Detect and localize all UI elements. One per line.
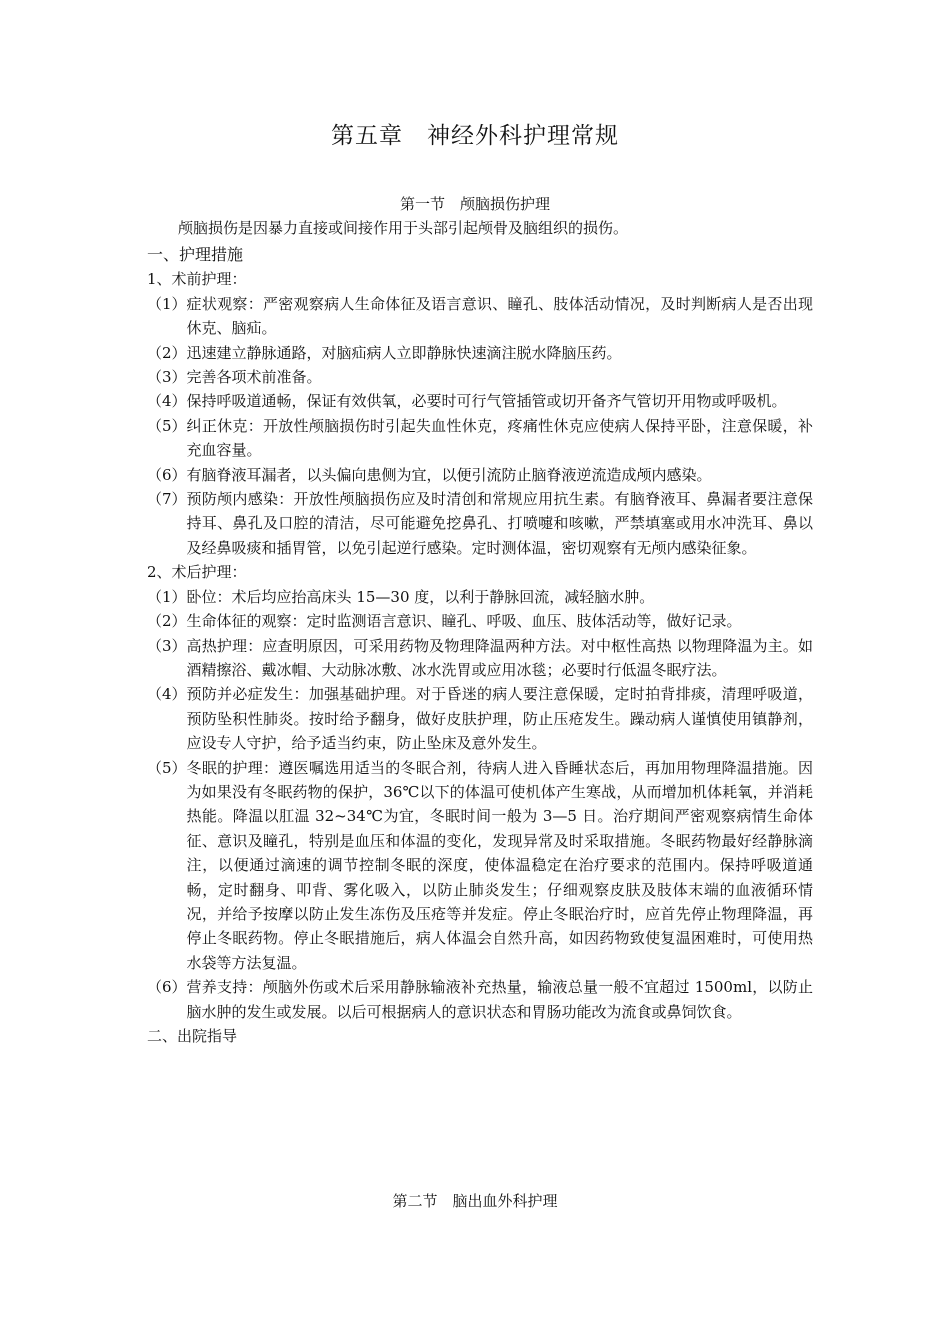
part1-heading: 一、护理措施 bbox=[147, 245, 244, 264]
item-text: 冬眠的护理：遵医嘱选用适当的冬眠合剂，待病人进入昏睡状态后，再加用物理降温措施。因为如果没有冬眠药物的保护，36℃以下的体温可使机体产生寒战，从而增加机体耗氧，并消耗热能。降温以肛温 32~34℃为宜，冬眠时间一般为 3—5 日。治疗期间严密观察病情生命体征、意识及瞳孔，特别是血压和体温的变化，发现异常及时采取措施。冬眠药物最好经静脉滴注，以便通过滴速的调节控制冬眠的深度，使体温稳定在治疗要求的范围内。保持呼吸道通畅，定时翻身、叩背、雾化吸入，以防止肺炎发生；仔细观察皮肤及肢体末端的血液循环情况，并给予按摩以防止发生冻伤及压疮等并发症。停止冬眠治疗时，应首先停止物理降温，再停止冬眠药物。停止冬眠措施后，病人体温会自然升高，如因药物致使复温困难时，可使用热水袋等方法复温。 bbox=[186, 758, 813, 972]
preop-heading: 1、术前护理： bbox=[147, 270, 247, 289]
preop-item bbox=[147, 292, 813, 341]
section-title-1: 第一节 颅脑损伤护理 bbox=[399, 195, 550, 213]
preop-item bbox=[147, 414, 813, 463]
item-text: 营养支持：颅脑外伤或术后采用静脉输液补充热量，输液总量一般不宜超过 1500ml，以防止脑水肿的发生或发展。以后可根据病人的意识状态和胃肠功能改为流食或鼻饲饮食。 bbox=[186, 978, 813, 1021]
postop-item bbox=[147, 609, 813, 633]
item-text: 有脑脊液耳漏者，以头偏向患侧为宜，以便引流防止脑脊液逆流造成颅内感染。 bbox=[186, 465, 712, 484]
part2-heading: 二、出院指导 bbox=[147, 1027, 238, 1045]
item-number: （1） bbox=[147, 587, 187, 606]
item-number: （2） bbox=[147, 612, 187, 631]
chapter-title: 第五章 神经外科护理常规 bbox=[331, 123, 619, 149]
postop-item bbox=[147, 634, 813, 683]
postop-heading: 2、术后护理： bbox=[147, 563, 247, 582]
item-number: （6） bbox=[147, 465, 187, 484]
item-text: 预防颅内感染：开放性颅脑损伤应及时清创和常规应用抗生素。有脑脊液耳、鼻漏者要注意保持耳、鼻孔及口腔的清洁，尽可能避免挖鼻孔、打喷嚏和咳嗽，严禁填塞或用水冲洗耳、鼻以及经鼻吸痰和插胃管，以免引起逆行感染。定时测体温，密切观察有无颅内感染征象。 bbox=[186, 490, 813, 557]
postop-item bbox=[147, 585, 813, 609]
item-text: 生命体征的观察：定时监测语言意识、瞳孔、呼吸、血压、肢体活动等，做好记录。 bbox=[186, 612, 742, 631]
item-number: （6） bbox=[147, 978, 187, 997]
item-number: （5） bbox=[147, 758, 187, 777]
item-number: （7） bbox=[147, 490, 187, 509]
item-text: 高热护理：应查明原因，可采用药物及物理降温两种方法。对中枢性高热 以物理降温为主。如酒精擦浴、戴冰帽、大动脉冰敷、冰水洗胃或应用冰毯；必要时行低温冬眠疗法。 bbox=[186, 636, 813, 679]
item-number: （3） bbox=[147, 368, 187, 387]
item-text: 保持呼吸道通畅，保证有效供氧，必要时可行气管插管或切开备齐气管切开用物或呼吸机。 bbox=[186, 392, 787, 411]
item-number: （2） bbox=[147, 343, 187, 362]
item-number: （4） bbox=[147, 685, 187, 704]
preop-item bbox=[147, 463, 813, 487]
item-text: 迅速建立静脉通路，对脑疝病人立即静脉快速滴注脱水降脑压药。 bbox=[186, 343, 622, 362]
item-number: （5） bbox=[147, 416, 187, 435]
preop-item bbox=[147, 487, 813, 560]
item-text: 症状观察：严密观察病人生命体征及语言意识、瞳孔、肢体活动情况，及时判断病人是否出现休克、脑疝。 bbox=[186, 294, 813, 338]
postop-item bbox=[147, 756, 813, 976]
item-number: （1） bbox=[147, 294, 187, 313]
postop-item bbox=[147, 975, 813, 1024]
item-text: 完善各项术前准备。 bbox=[186, 368, 322, 387]
item-number: （3） bbox=[147, 636, 187, 655]
preop-item bbox=[147, 389, 813, 413]
item-text: 预防并必症发生：加强基础护理。对于昏迷的病人要注意保暖，定时拍背排痰，清理呼吸道，预防坠积性肺炎。按时给予翻身，做好皮肤护理，防止压疮发生。躁动病人谨慎使用镇静剂，应设专人守护，给予适当约束，防止坠床及意外发生。 bbox=[186, 685, 813, 753]
section-title-2: 第二节 脑出血外科护理 bbox=[392, 1192, 558, 1210]
item-text: 纠正休克：开放性颅脑损伤时引起失血性休克，疼痛性休克应使病人保持平卧，注意保暖，补充血容量。 bbox=[186, 416, 813, 460]
item-text: 卧位：术后均应抬高床头 15—30 度，以利于静脉回流，减轻脑水肿。 bbox=[186, 587, 655, 606]
postop-item bbox=[147, 682, 813, 755]
body-text bbox=[147, 243, 813, 1048]
preop-item bbox=[147, 341, 813, 365]
preop-item bbox=[147, 365, 813, 389]
item-number: （4） bbox=[147, 392, 187, 411]
intro-paragraph: 颅脑损伤是因暴力直接或间接作用于头部引起颅骨及脑组织的损伤。 bbox=[178, 219, 629, 237]
